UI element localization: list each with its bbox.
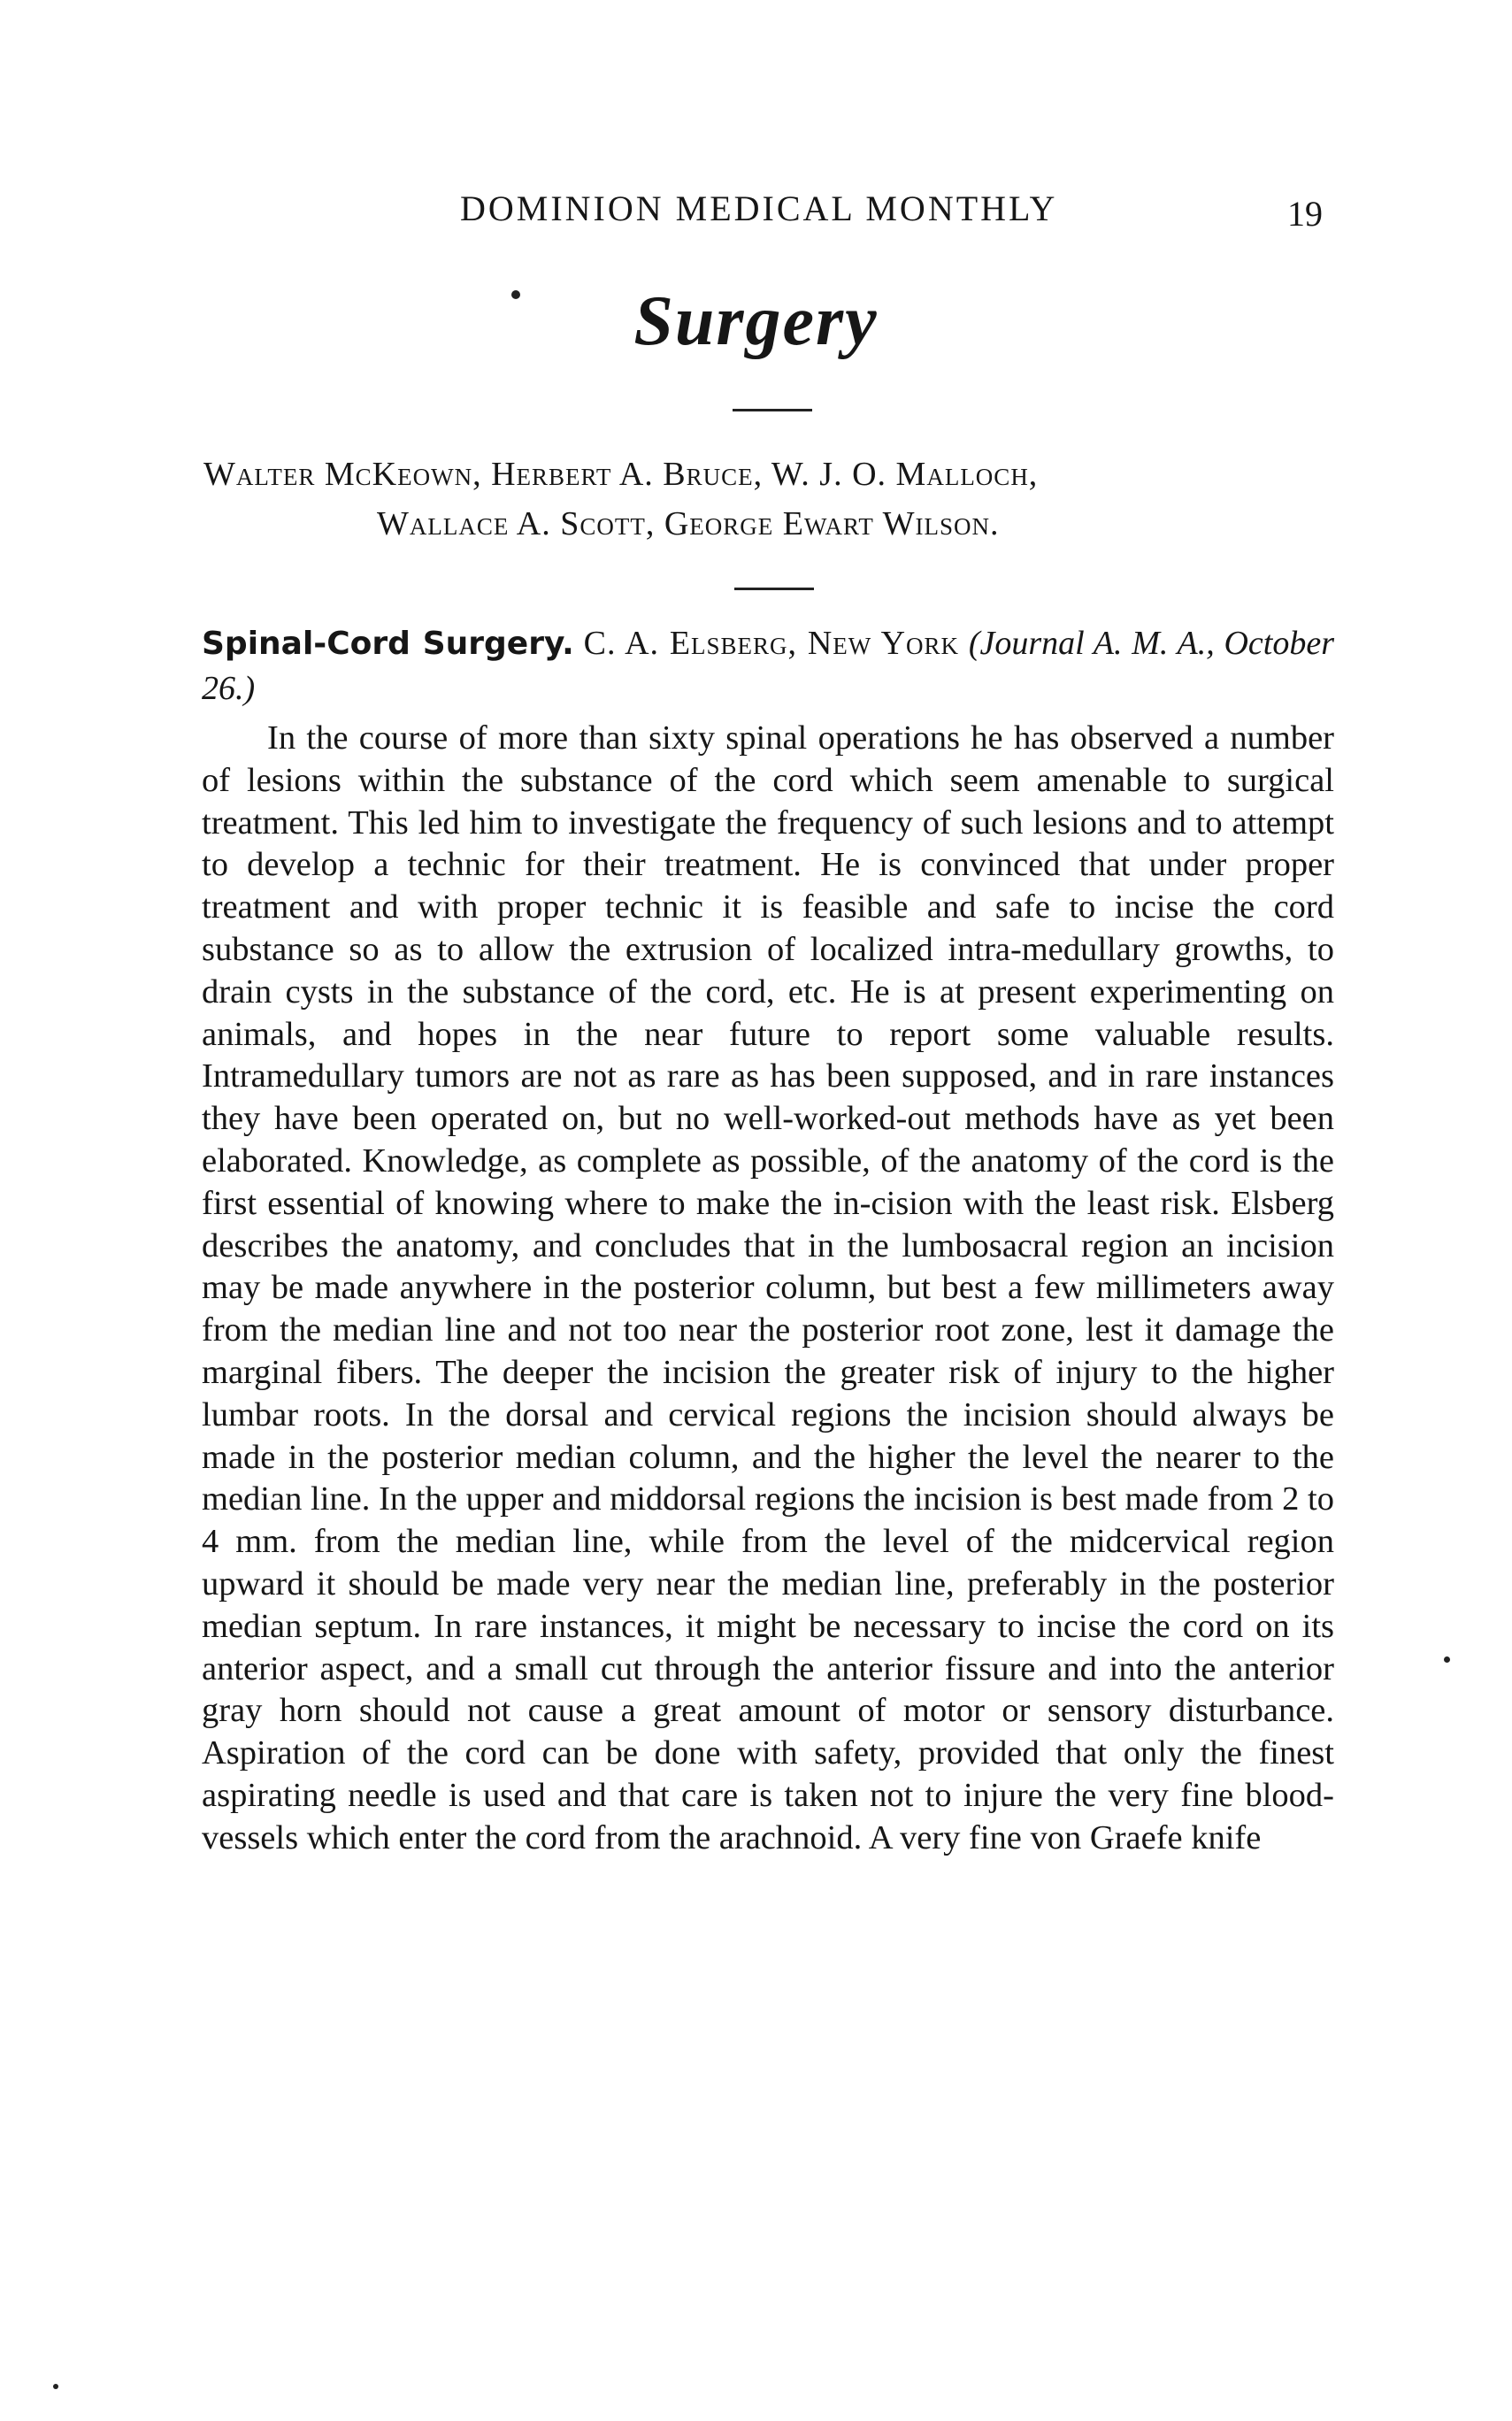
editors-rule [734,588,814,590]
section-editors [203,450,1354,549]
title-rule [733,409,812,411]
article [202,621,1334,1860]
article-author: C. A. Elsberg, New York [583,625,960,662]
article-title: Spinal-Cord Surgery. [202,626,574,662]
editors-line-1: Walter McKeown, Herbert A. Bruce, W. J. O. Malloch, [203,456,1039,493]
editors-line-2: Wallace A. Scott, George Ewart Wilson. [377,505,1000,542]
page-number: 19 [1287,194,1323,234]
article-source: (Journal A. M. A., October 26.) [202,625,1335,707]
article-body: In the course of more than sixty spinal operations he has observed a number of lesions within the substance of the cord which seem amenable to surgical treatment. This led him to investigate the frequency of such lesions and to attempt to develop a technic for their treatment. He is convinced that under proper treatment and with proper technic it is feasible and safe to incise the cord substance so as to allow the extrusion of localized intra-medullary growths, to drain cysts in the substance of the cord, etc. He is at present experimenting on animals, and hopes in the near future to report some valuable results. Intramedullary tumors are not as rare as has been supposed, and in rare instances they have been operated on, but no well-worked-out methods have as yet been elaborated. Knowledge, as complete as possible, of the anatomy of the cord is the first essential of knowing where to make the in-cision with the least risk. Elsberg describes the anatomy, and concludes that in the lumbosacral region an incision may be made anywhere in the posterior column, but best a few millimeters away from the median line and not too near the posterior root zone, lest it damage the marginal fibers. The deeper the incision the greater risk of injury to the higher lumbar roots. In the dorsal and cervical regions the incision should always be made in the posterior median column, and the higher the level the nearer to the median line. In the upper and middorsal regions the incision is best made from 2 to 4 mm. from the median line, while from the level of the midcervical region upward it should be made very near the median line, preferably in the posterior median septum. In rare instances, it might be necessary to incise the cord on its anterior aspect, and a small cut through the anterior fissure and into the anterior gray horn should not cause a great amount of motor or sensory disturbance. Aspiration of the cord can be done with safety, provided that only the finest aspirating needle is used and that care is taken not to injure the very fine blood-vessels which enter the cord from the arachnoid. A very fine von Graefe knife [202,719,1334,1856]
section-title: Surgery [633,282,879,360]
print-speck [53,2384,58,2389]
article-heading [202,621,1334,711]
running-header-title: DOMINION MEDICAL MONTHLY [460,188,1058,228]
print-speck [1444,1656,1450,1663]
